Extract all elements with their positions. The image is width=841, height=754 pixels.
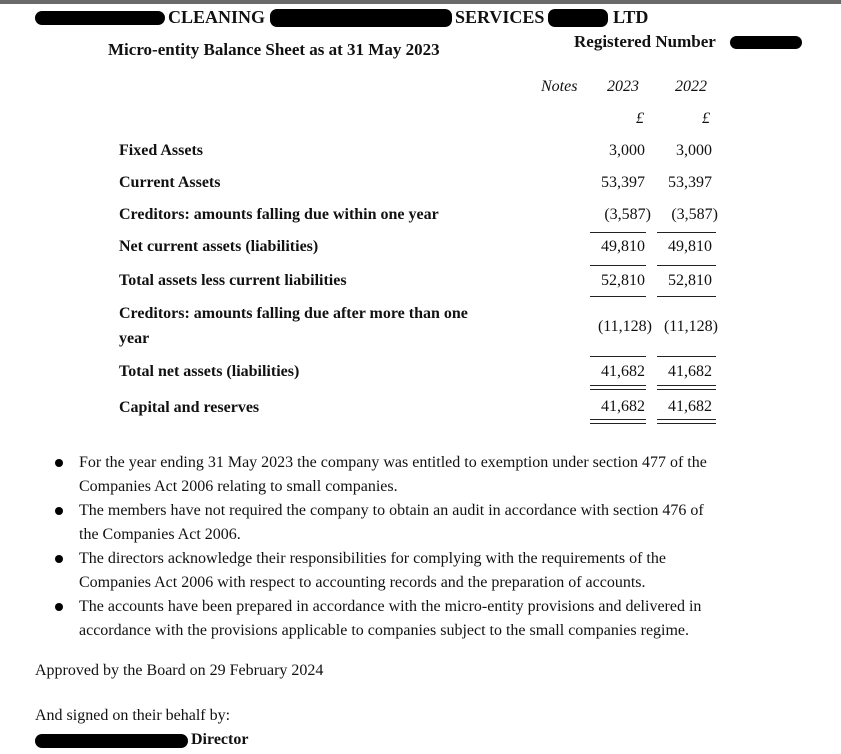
currency-2022-header: £ (702, 110, 710, 127)
row-label-capital-and-reserves: Capital and reserves (119, 399, 260, 416)
value-2022-capital-and-reserves: 41,682 (668, 398, 712, 415)
value-2023-capital-and-reserves: 41,682 (601, 398, 645, 415)
signed-statement: And signed on their behalf by: (35, 707, 231, 724)
bullet-item (55, 499, 795, 547)
value-2022-net-current-assets: 49,810 (668, 238, 712, 255)
window-top-border (0, 0, 841, 4)
registered-number-label: Registered Number (574, 32, 716, 51)
bullet-text-line1: The accounts have been prepared in accordance with the micro-entity provisions and delivered in (79, 598, 702, 615)
currency-2023-header: £ (636, 110, 644, 127)
value-2022-creditors-within-year: (3,587) (671, 206, 718, 223)
final-double-line-2022 (657, 419, 716, 420)
final-double-line-2023-b (590, 423, 646, 424)
subtotal-line-2023 (590, 265, 646, 266)
balance-sheet-title: Micro-entity Balance Sheet as at 31 May 2023 (108, 40, 440, 59)
subtotal-line-2022 (657, 265, 716, 266)
value-2022-total-net-assets: 41,682 (668, 363, 712, 380)
redacted-registered-number (730, 36, 802, 49)
row-label-total-assets-less-current-liabilities: Total assets less current liabilities (119, 272, 347, 289)
notes-column-header: Notes (541, 78, 578, 95)
redacted-company-middle-2 (548, 9, 608, 27)
director-role-label: Director (191, 731, 249, 748)
bullet-text-line2: Companies Act 2006 relating to small companies. (79, 478, 398, 495)
value-2023-creditors-after-year: (11,128) (597, 318, 652, 335)
subtotal-line-2022 (657, 356, 716, 357)
row-label-creditors-within-year: Creditors: amounts falling due within one year (119, 206, 439, 223)
total-line-2022 (657, 296, 716, 297)
subtotal-line-2023 (590, 232, 646, 233)
year-2023-column-header: 2023 (607, 78, 639, 95)
value-2023-current-assets: 53,397 (601, 174, 645, 191)
value-2023-total-assets-less-current-liabilities: 52,810 (601, 272, 645, 289)
bullet-text-line2: the Companies Act 2006. (79, 526, 241, 543)
row-label-current-assets: Current Assets (119, 174, 221, 191)
value-2022-fixed-assets: 3,000 (676, 142, 712, 159)
company-name-part1: CLEANING (168, 7, 266, 27)
bullet-dot-icon (55, 459, 63, 467)
value-2022-creditors-after-year: (11,128) (663, 318, 718, 335)
redacted-director-name (35, 734, 188, 748)
approval-statement: Approved by the Board on 29 February 2024 (35, 662, 324, 679)
bullet-item (55, 547, 795, 595)
bullet-dot-icon (55, 603, 63, 611)
value-2023-net-current-assets: 49,810 (601, 238, 645, 255)
value-2022-total-assets-less-current-liabilities: 52,810 (668, 272, 712, 289)
subtotal-line-2023 (590, 356, 646, 357)
row-label-total-net-assets: Total net assets (liabilities) (119, 363, 300, 380)
redacted-company-middle (270, 9, 452, 27)
final-double-line-2022-b (657, 423, 716, 424)
final-double-line-2023 (590, 419, 646, 420)
redacted-company-prefix (35, 11, 165, 25)
value-2023-fixed-assets: 3,000 (609, 142, 645, 159)
bullet-text-line1: The directors acknowledge their responsibilities for complying with the requirements of the (79, 550, 666, 567)
total-double-line-2023-b (590, 389, 646, 390)
value-2023-total-net-assets: 41,682 (601, 363, 645, 380)
value-2022-current-assets: 53,397 (668, 174, 712, 191)
total-double-line-2023 (590, 385, 646, 386)
bullet-text-line1: For the year ending 31 May 2023 the company was entitled to exemption under section 477 of the (79, 454, 707, 471)
company-name-part2: SERVICES (455, 7, 545, 27)
value-2023-creditors-within-year: (3,587) (604, 206, 651, 223)
row-label-fixed-assets: Fixed Assets (119, 142, 203, 159)
row-label-creditors-after-year-continued: year (119, 330, 150, 347)
year-2022-column-header: 2022 (675, 78, 707, 95)
bullet-dot-icon (55, 555, 63, 563)
bullet-dot-icon (55, 507, 63, 515)
company-name-part3: LTD (613, 7, 649, 27)
statement-bullet-list (55, 451, 795, 643)
total-double-line-2022 (657, 385, 716, 386)
row-label-creditors-after-year: Creditors: amounts falling due after more than one (119, 305, 468, 322)
bullet-text-line1: The members have not required the company to obtain an audit in accordance with section 476 of (79, 502, 704, 519)
subtotal-line-2022 (657, 232, 716, 233)
bullet-text-line2: Companies Act 2006 with respect to accounting records and the preparation of accounts. (79, 574, 646, 591)
row-label-net-current-assets: Net current assets (liabilities) (119, 238, 319, 255)
total-double-line-2022-b (657, 389, 716, 390)
bullet-item (55, 595, 795, 643)
bullet-item (55, 451, 795, 499)
total-line-2023 (590, 296, 646, 297)
bullet-text-line2: accordance with the provisions applicable to companies subject to the small companies regime. (79, 622, 690, 639)
